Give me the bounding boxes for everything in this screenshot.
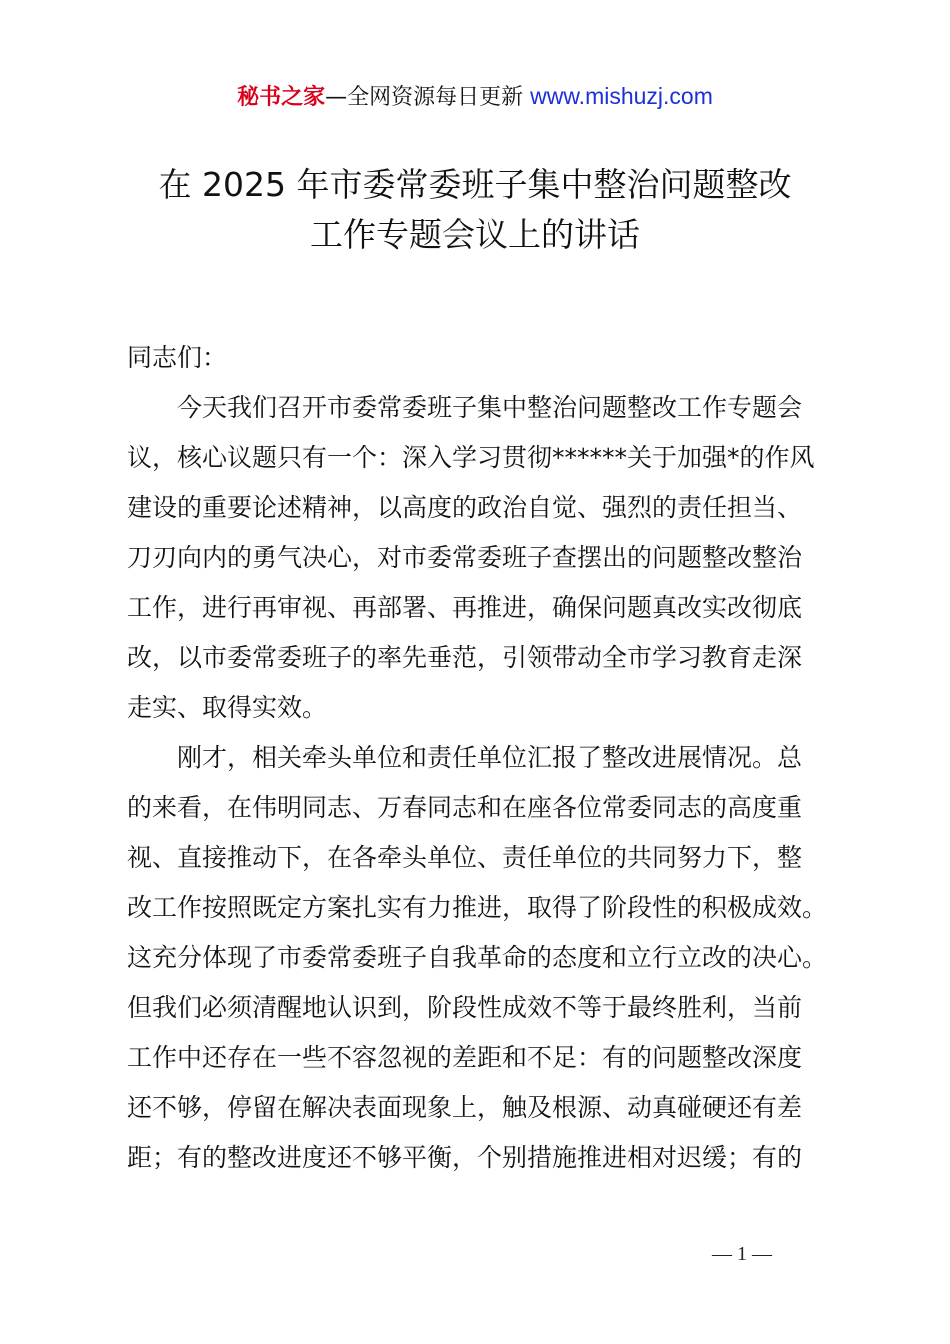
site-url-link[interactable]: www.mishuzj.com — [530, 83, 713, 109]
document-title — [0, 160, 950, 260]
paragraph-line: 工作，进行再审视、再部署、再推进，确保问题真改实改彻底 — [127, 593, 803, 622]
title-line-1: 在 2025 年市委常委班子集中整治问题整改 — [158, 165, 792, 204]
paragraph-line: 这充分体现了市委常委班子自我革命的态度和立行立改的决心。 — [127, 943, 828, 972]
paragraph-line: 改，以市委常委班子的率先垂范，引领带动全市学习教育走深 — [127, 643, 803, 672]
site-brand: 秘书之家 — [237, 85, 326, 110]
document-body — [127, 333, 847, 1183]
paragraph-line: 改工作按照既定方案扎实有力推进，取得了阶段性的积极成效。 — [127, 893, 828, 922]
paragraph-line: 工作中还存在一些不容忽视的差距和不足：有的问题整改深度 — [127, 1043, 803, 1072]
paragraph-line: 视、直接推动下，在各牵头单位、责任单位的共同努力下，整 — [127, 843, 803, 872]
site-header — [0, 80, 950, 114]
paragraph-line: 今天我们召开市委常委班子集中整治问题整改工作专题会 — [127, 393, 803, 422]
paragraph-line: 但我们必须清醒地认识到，阶段性成效不等于最终胜利，当前 — [127, 993, 803, 1022]
paragraph-line: 还不够，停留在解决表面现象上，触及根源、动真碰硬还有差 — [127, 1093, 803, 1122]
page-number: — 1 — — [712, 1243, 772, 1265]
paragraph-line: 距；有的整改进度还不够平衡，个别措施推进相对迟缓；有的 — [127, 1143, 803, 1172]
paragraph-line: 刚才，相关牵头单位和责任单位汇报了整改进展情况。总 — [127, 743, 803, 772]
site-tagline: —全网资源每日更新 — [325, 85, 524, 110]
title-line-2: 工作专题会议上的讲话 — [310, 215, 640, 254]
paragraph-line: 走实、取得实效。 — [127, 693, 328, 722]
paragraph-1 — [127, 383, 847, 733]
paragraph-line: 建设的重要论述精神，以高度的政治自觉、强烈的责任担当、 — [127, 493, 803, 522]
paragraph-line: 刀刃向内的勇气决心，对市委常委班子查摆出的问题整改整治 — [127, 543, 803, 572]
paragraph-line: 议，核心议题只有一个：深入学习贯彻******关于加强*的作风 — [127, 443, 815, 472]
paragraph-2 — [127, 733, 847, 1183]
salutation: 同志们： — [127, 343, 228, 372]
paragraph-line: 的来看，在伟明同志、万春同志和在座各位常委同志的高度重 — [127, 793, 803, 822]
